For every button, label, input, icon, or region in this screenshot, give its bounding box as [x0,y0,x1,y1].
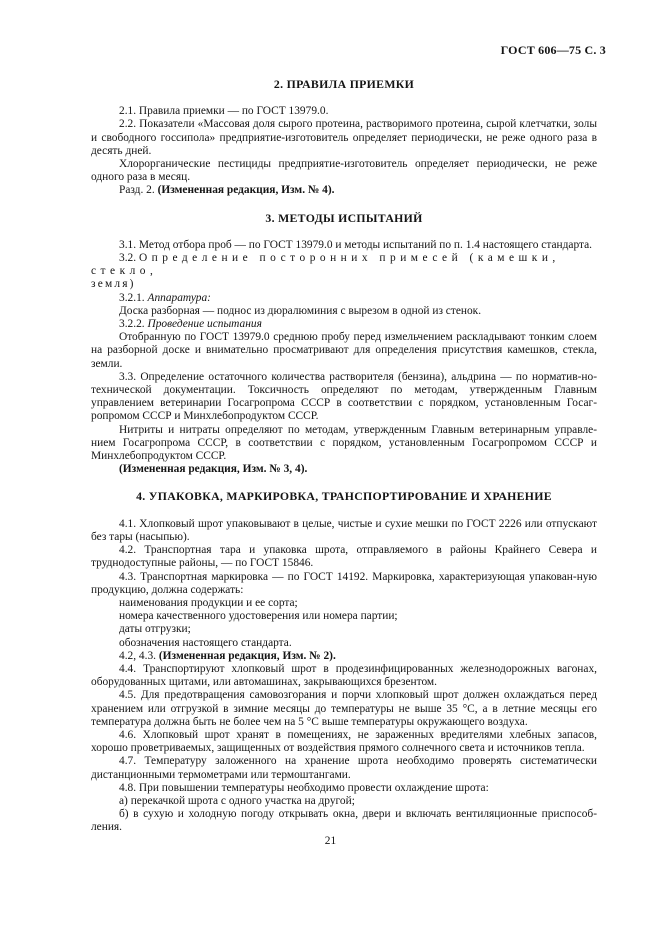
section-3-heading: 3. МЕТОДЫ ИСПЫТАНИЙ [265,210,423,225]
list-item: наименования продукции и ее сорта; [119,596,298,609]
clause-4-1: 4.1. Хлопковый шрот упаковывают в целые, чистые и сухие мешки по ГОСТ 2226 или отпускают без тары (насыпью). [91,517,597,543]
clause-3-2-1-title: Аппаратура: [147,291,211,304]
amendment-note-bold: (Измененная редакция, Изм. № 2). [158,649,336,662]
clause-4-8: 4.8. При повышении температуры необходимо провести охлаждение шрота: [119,781,489,794]
list-item: даты отгрузки; [119,623,191,636]
clause-2-2: 2.2. Показатели «Массовая доля сырого протеина, растворимого протеина, сырой клетчатки, золы и свободного госсипола» предприятие-изготовитель определяет периодически, не реже одного раза в десять дней. [91,118,597,157]
clause-4-5: 4.5. Для предотвращения самовозгорания и порчи хлопковый шрот должен охлаждаться перед хранением или отгрузкой в зимние месяцы до температуры не выше 35 °С, а в летние месяцы его температура должна быть не более чем на 5 °С выше температуры окружающего воздуха. [91,689,597,728]
section-2-heading: 2. ПРАВИЛА ПРИЕМКИ [273,77,415,91]
clause-3-2-2-number: 3.2.2. [119,318,148,331]
clause-4-4: 4.4. Транспортируют хлопковый шрот в продезинфицированных железнодорожных вагонах, оборудованных щитами, или автомашинах, закрывающихся брезентом. [91,662,597,689]
clause-3-2-spaced-title: Определение посторонних примесей (камешки, стекло, [91,252,560,278]
amendment-note-label: 4.2, 4.3. [119,649,159,662]
page-number: 21 [324,835,337,847]
list-item: обозначения настоящего стандарта. [119,636,292,649]
amendment-note-section-3 [91,463,597,476]
clause-3-2-1-text: Доска разборная — поднос из дюралюминия с вырезом в одной из стенок. [119,304,482,317]
clause-3-1: 3.1. Метод отбора проб — по ГОСТ 13979.0 и методы испытаний по п. 1.4 настоящего стандарта. [119,238,593,251]
amendment-note-bold: (Измененная редакция, Изм. № 4). [157,184,335,197]
clause-4-7: 4.7. Температуру заложенного на хранение шрота необходимо проверять систематически дистанционными термометрами или термоштангами. [91,755,597,781]
section-4-heading: 4. УПАКОВКА, МАРКИРОВКА, ТРАНСПОРТИРОВАНИЕ И ХРАНЕНИЕ [136,489,552,504]
clause-2-1: 2.1. Правила приемки — по ГОСТ 13979.0. [119,105,329,118]
clause-4-2: 4.2. Транспортная тара и упаковка шрота, отправляемого в районы Крайнего Севера и труднодоступные районы, — по ГОСТ 15846. [91,544,597,570]
amendment-note-section-4 [91,650,597,663]
clause-3-2-2-title: Проведение испытания [147,318,262,331]
amendment-note-label: Разд. 2. [119,184,158,197]
running-header: ГОСТ 606—75 С. 3 [500,43,606,57]
clause-3-2-heading [91,252,597,278]
clause-4-8-b: б) в сухую и холодную погоду открывать окна, двери и включать вентиляционные приспособ-ления. [91,808,597,834]
document-body [91,72,597,835]
amendment-note-bold: (Измененная редакция, Изм. № 3, 4). [119,463,308,476]
clause-4-8-a: а) перекачкой шрота с одного участка на другой; [119,794,355,807]
clause-4-6: 4.6. Хлопковый шрот хранят в помещениях, не зараженных вредителями хлебных запасов, хорошо проветриваемых, защищенных от воздействия прямого солнечного света и источников тепла. [91,728,597,755]
clause-3-2-1-number: 3.2.1. [119,291,148,304]
clause-3-nitrites: Нитриты и нитраты определяют по методам, утвержденным Главным ветеринарным управле-нием Госагропрома СССР, в соответствии с порядком, установленным Госагропромом СССР и Минхлебопродуктом СССР. [91,423,597,463]
clause-4-3: 4.3. Транспортная маркировка — по ГОСТ 14192. Маркировка, характеризующая упакован-ную продукцию, должна содержать: [91,570,597,596]
clause-3-2-1-heading [91,292,597,305]
list-item: номера качественного удостоверения или номера партии; [119,610,398,623]
clause-2-pesticides: Хлорорганические пестициды предприятие-изготовитель определяет периодически, не реже одного раза в месяц. [91,158,597,184]
clause-3-3: 3.3. Определение остаточного количества растворителя (бензина), альдрина — по норматив-но-технической документации. Токсичность определяют по методам, утвержденным Главным управлением ветеринарии Госагропрома СССР в соответствии с порядком, установленным Госаг-ропромом СССР и Минхлебопродуктом СССР. [91,370,597,423]
amendment-note-section-2 [91,184,597,197]
clause-3-2-2-heading [91,318,597,331]
clause-3-2-2-text: Отобранную по ГОСТ 13979.0 среднюю пробу перед измельчением раскладывают тонким слоем на разборной доске и внимательно просматривают для определения присутствия камешков, стекла, земли. [91,331,597,370]
clause-3-2-heading-cont: земля) [91,278,136,291]
clause-3-2-number: 3.2. [119,252,139,265]
